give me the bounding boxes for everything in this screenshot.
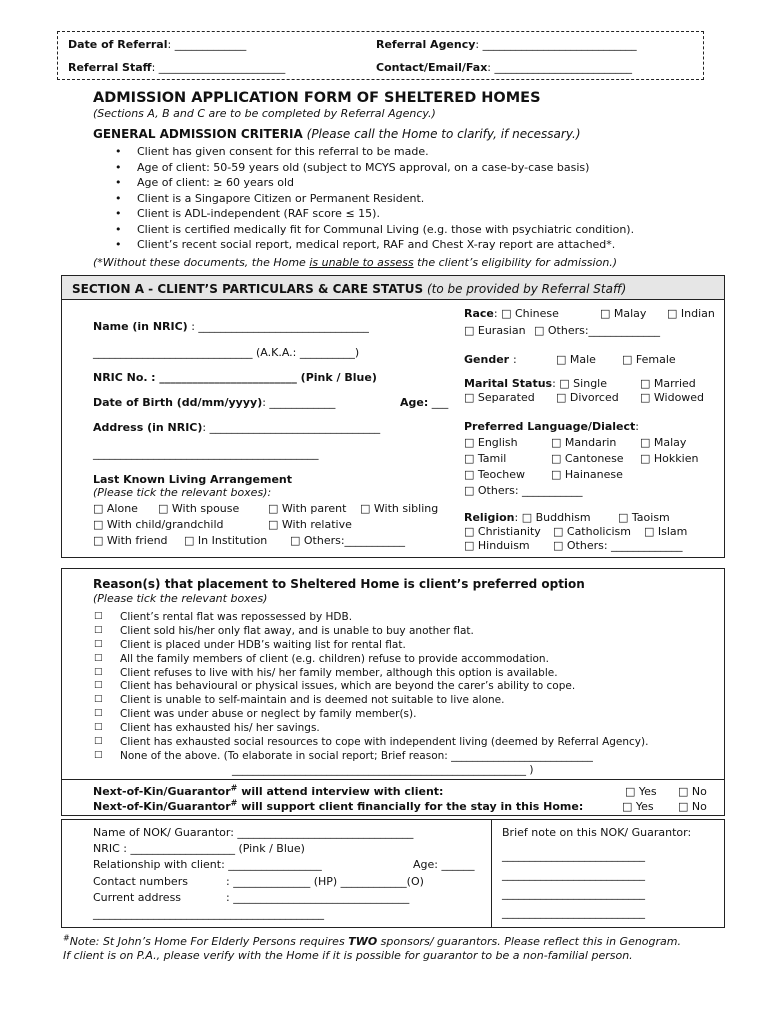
marital-label: Marital Status (464, 377, 553, 390)
page-subtitle: (Sections A, B and C are to be completed by Referral Agency.) (93, 107, 436, 120)
race-option-others[interactable]: □ Others:_____________ (534, 324, 661, 337)
address-field[interactable] (93, 421, 380, 435)
aka-field[interactable]: _____________________________ (A.K.A.: __________) (93, 346, 360, 359)
reason-checkbox-item[interactable]: □ Client is unable to self-maintain and is deemed not suitable to live alone. (94, 694, 648, 708)
reason-checkbox-item[interactable]: □ Client has exhausted social resources to cope with independent living (deemed by Referral Agency). (94, 736, 648, 750)
nok-q1-sup: # (230, 783, 238, 793)
nok-brief-line[interactable]: __________________________ (502, 868, 645, 881)
section-a-title-note: (to be provided by Referral Staff) (426, 282, 627, 296)
criteria-heading-text: GENERAL ADMISSION CRITERIA (93, 127, 303, 141)
lang-malay[interactable]: □ Malay (640, 436, 687, 449)
referral-agency-field[interactable]: : ____________________________ (475, 38, 637, 51)
marital-option-widowed[interactable]: □ Widowed (640, 391, 705, 404)
living-option-parent[interactable]: □ With parent (268, 502, 347, 515)
footnote-part2: sponsors/ guarantors. Please reflect this in Genogram. (377, 935, 681, 948)
gender-option-female[interactable]: □ Female (622, 353, 676, 366)
lang-hokkien[interactable]: □ Hokkien (640, 452, 699, 465)
criteria-heading (93, 127, 581, 142)
living-option-spouse[interactable]: □ With spouse (158, 502, 240, 515)
date-of-referral[interactable] (68, 38, 246, 52)
living-option-child[interactable]: □ With child/grandchild (93, 518, 224, 531)
reasons-list (94, 611, 648, 764)
nok-q2-a: Next-of-Kin/Guarantor (93, 800, 231, 813)
marital-row-1 (464, 377, 607, 391)
criteria-list (115, 145, 634, 254)
gender-label: Gender (464, 353, 510, 366)
nok-age-field[interactable]: Age: ______ (413, 858, 475, 871)
criteria-item: • Age of client: 50-59 years old (subject to MCYS approval, on a case-by-case basis) (115, 161, 634, 177)
reason-checkbox-item[interactable]: □ Client’s rental flat was repossessed by HDB. (94, 611, 648, 625)
reason-checkbox-item[interactable]: □ None of the above. (To elaborate in social report; Brief reason: ___________________________ (94, 750, 648, 764)
religion-option-others[interactable]: □ Others: _____________ (553, 539, 683, 552)
criteria-item: • Client is a Singapore Citizen or Permanent Resident. (115, 192, 634, 208)
race-option-chinese[interactable]: : □ Chinese (493, 307, 559, 320)
nric-field[interactable] (93, 371, 377, 385)
contact-field[interactable]: : _________________________ (487, 61, 632, 74)
reason-checkbox-item[interactable]: □ Client has behavioural or physical issues, which are beyond the carer’s ability to cope. (94, 680, 648, 694)
criteria-footnote (93, 256, 617, 270)
nok-q2-sup: # (230, 798, 238, 808)
nok-brief-line[interactable]: __________________________ (502, 887, 645, 900)
nok-interview-no[interactable]: □ No (678, 785, 707, 798)
nok-q1-a: Next-of-Kin/Guarantor (93, 785, 231, 798)
nok-interview-question (93, 785, 443, 799)
name-blank[interactable]: : _______________________________ (191, 320, 369, 333)
referral-agency-label: Referral Agency (376, 38, 476, 51)
marital-option-separated[interactable]: □ Separated (464, 391, 535, 404)
criteria-heading-note: (Please call the Home to clarify, if necessary.) (306, 127, 581, 141)
gender-option-male[interactable]: □ Male (556, 353, 596, 366)
dob-label: Date of Birth (dd/mm/yyyy) (93, 396, 263, 409)
living-option-friend[interactable]: □ With friend (93, 534, 168, 547)
nok-finance-yes[interactable]: □ Yes (622, 800, 654, 813)
religion-option-taoism[interactable]: □ Taoism (618, 511, 670, 524)
living-option-institution[interactable]: □ In Institution (184, 534, 268, 547)
footnote-mark: # (63, 933, 70, 943)
religion-label: Religion (464, 511, 515, 524)
criteria-footnote-a: (*Without these documents, the Home (93, 256, 310, 269)
religion-option-islam[interactable]: □ Islam (644, 525, 688, 538)
name-field[interactable] (93, 320, 369, 334)
referral-staff-field[interactable]: : _______________________ (151, 61, 286, 74)
name-label: Name (in NRIC) (93, 320, 188, 333)
marital-option-married[interactable]: □ Married (640, 377, 696, 390)
nok-interview-yes[interactable]: □ Yes (625, 785, 657, 798)
lang-hainanese[interactable]: □ Hainanese (551, 468, 623, 481)
page-title: ADMISSION APPLICATION FORM OF SHELTERED HOMES (93, 90, 541, 106)
dob-field[interactable] (93, 396, 335, 410)
divider (62, 779, 724, 780)
nok-contact-field[interactable]: : ______________ (HP) ____________(O) (226, 875, 424, 888)
age-label: Age: (400, 396, 429, 409)
footnote-line-2: If client is on P.A., please verify with the Home if it is possible for guarantor to be a non-familial person. (63, 949, 633, 962)
date-of-referral-field[interactable]: : _____________ (167, 38, 247, 51)
marital-option-divorced[interactable]: □ Divorced (556, 391, 619, 404)
address-label: Address (in NRIC) (93, 421, 203, 434)
lang-english[interactable]: □ English (464, 436, 518, 449)
religion-option-hinduism[interactable]: □ Hinduism (464, 539, 530, 552)
lang-teochew[interactable]: □ Teochew (464, 468, 526, 481)
nok-divider (491, 820, 492, 927)
reason-checkbox-item[interactable]: □ Client has exhausted his/ her savings. (94, 722, 648, 736)
criteria-item: • Client has given consent for this referral to be made. (115, 145, 634, 161)
criteria-item: • Client is certified medically fit for Communal Living (e.g. those with psychiatric condition). (115, 223, 634, 239)
reasons-title: Reason(s) that placement to Sheltered Home is client’s preferred option (93, 577, 585, 591)
race-label: Race (464, 307, 494, 320)
nok-relationship-field[interactable]: Relationship with client: _________________ (93, 858, 322, 871)
nok-address-line-2[interactable]: __________________________________________ (93, 907, 324, 920)
nok-q2-b: will support client financially for the stay in this Home: (237, 800, 584, 813)
nok-finance-question (93, 800, 583, 814)
nok-address-field[interactable]: : ________________________________ (226, 891, 410, 904)
date-of-referral-label: Date of Referral (68, 38, 168, 51)
nric-label: NRIC No. (93, 371, 148, 384)
race-row-1 (464, 307, 559, 321)
criteria-footnote-c: the client’s eligibility for admission.) (413, 256, 618, 269)
contact-email-fax[interactable] (376, 61, 632, 75)
nok-contact-label: Contact numbers (93, 875, 188, 888)
living-option-alone[interactable]: □ Alone (93, 502, 138, 515)
nok-brief-label: Brief note on this NOK/ Guarantor: (502, 826, 692, 839)
reason-checkbox-item[interactable]: □ Client refuses to live with his/ her family member, although this option is available. (94, 667, 648, 681)
section-a-title (72, 282, 626, 297)
lang-cantonese[interactable]: □ Cantonese (551, 452, 624, 465)
language-label: Preferred Language/Dialect (464, 420, 636, 433)
language-heading: Preferred Language/Dialect: (464, 420, 640, 433)
nric-blank[interactable]: : _________________________ (Pink / Blue) (151, 371, 377, 384)
criteria-item: • Age of client: ≥ 60 years old (115, 176, 634, 192)
living-option-others[interactable]: □ Others:___________ (290, 534, 406, 547)
race-option-indian[interactable]: □ Indian (667, 307, 715, 320)
reason-checkbox-item[interactable]: □ Client is placed under HDB’s waiting list for rental flat. (94, 639, 648, 653)
age-blank[interactable]: ___ (431, 396, 449, 409)
living-arrangement-note: (Please tick the relevant boxes): (93, 486, 272, 499)
lang-others[interactable]: □ Others: ___________ (464, 484, 583, 497)
age-field[interactable] (400, 396, 448, 410)
criteria-item: • Client is ADL-independent (RAF score ≤ 15). (115, 207, 634, 223)
nok-brief-line[interactable]: __________________________ (502, 849, 645, 862)
reason-continuation-line[interactable]: ________________________________________________________ ) (232, 764, 534, 776)
race-option-malay[interactable]: □ Malay (600, 307, 647, 320)
lang-mandarin[interactable]: □ Mandarin (551, 436, 617, 449)
nok-name-field[interactable]: Name of NOK/ Guarantor: ________________________________ (93, 826, 414, 839)
referral-staff[interactable] (68, 61, 285, 75)
lang-tamil[interactable]: □ Tamil (464, 452, 507, 465)
race-option-eurasian[interactable]: □ Eurasian (464, 324, 526, 337)
gender-colon: : (513, 353, 517, 366)
section-a-title-text: SECTION A - CLIENT’S PARTICULARS & CARE STATUS (72, 282, 424, 296)
reason-checkbox-item[interactable]: □ Client sold his/her only flat away, and is unable to buy another flat. (94, 625, 648, 639)
footnote-line-1 (63, 935, 681, 949)
referral-staff-label: Referral Staff (68, 61, 152, 74)
criteria-item: • Client’s recent social report, medical report, RAF and Chest X-ray report are attached*. (115, 238, 634, 254)
living-option-sibling[interactable]: □ With sibling (360, 502, 439, 515)
reason-checkbox-item[interactable]: □ All the family members of client (e.g. children) refuse to provide accommodation. (94, 653, 648, 667)
living-arrangement-title: Last Known Living Arrangement (93, 473, 293, 486)
address-blank[interactable]: : _______________________________ (202, 421, 381, 434)
religion-row-1 (464, 511, 591, 525)
nok-finance-no[interactable]: □ No (678, 800, 707, 813)
nok-brief-line[interactable]: __________________________ (502, 906, 645, 919)
nok-q1-b: will attend interview with client: (237, 785, 444, 798)
referral-agency[interactable] (376, 38, 637, 52)
footnote-part1: Note: St John’s Home For Elderly Persons requires (69, 935, 349, 948)
living-option-relative[interactable]: □ With relative (268, 518, 352, 531)
criteria-footnote-b: is unable to assess (309, 256, 414, 269)
religion-option-catholicism[interactable]: □ Catholicism (553, 525, 631, 538)
marital-option-single[interactable]: : □ Single (552, 377, 608, 390)
nok-address-label: Current address (93, 891, 182, 904)
dob-blank[interactable]: : ____________ (262, 396, 336, 409)
contact-label: Contact/Email/Fax (376, 61, 488, 74)
reason-checkbox-item[interactable]: □ Client was under abuse or neglect by family member(s). (94, 708, 648, 722)
religion-option-christianity[interactable]: □ Christianity (464, 525, 541, 538)
religion-option-buddhism[interactable]: : □ Buddhism (514, 511, 591, 524)
nok-nric-field[interactable]: NRIC : ___________________ (Pink / Blue) (93, 842, 305, 855)
reasons-note: (Please tick the relevant boxes) (93, 592, 268, 605)
address-line-2[interactable]: _________________________________________ (93, 447, 319, 460)
footnote-bold: TWO (348, 935, 378, 948)
